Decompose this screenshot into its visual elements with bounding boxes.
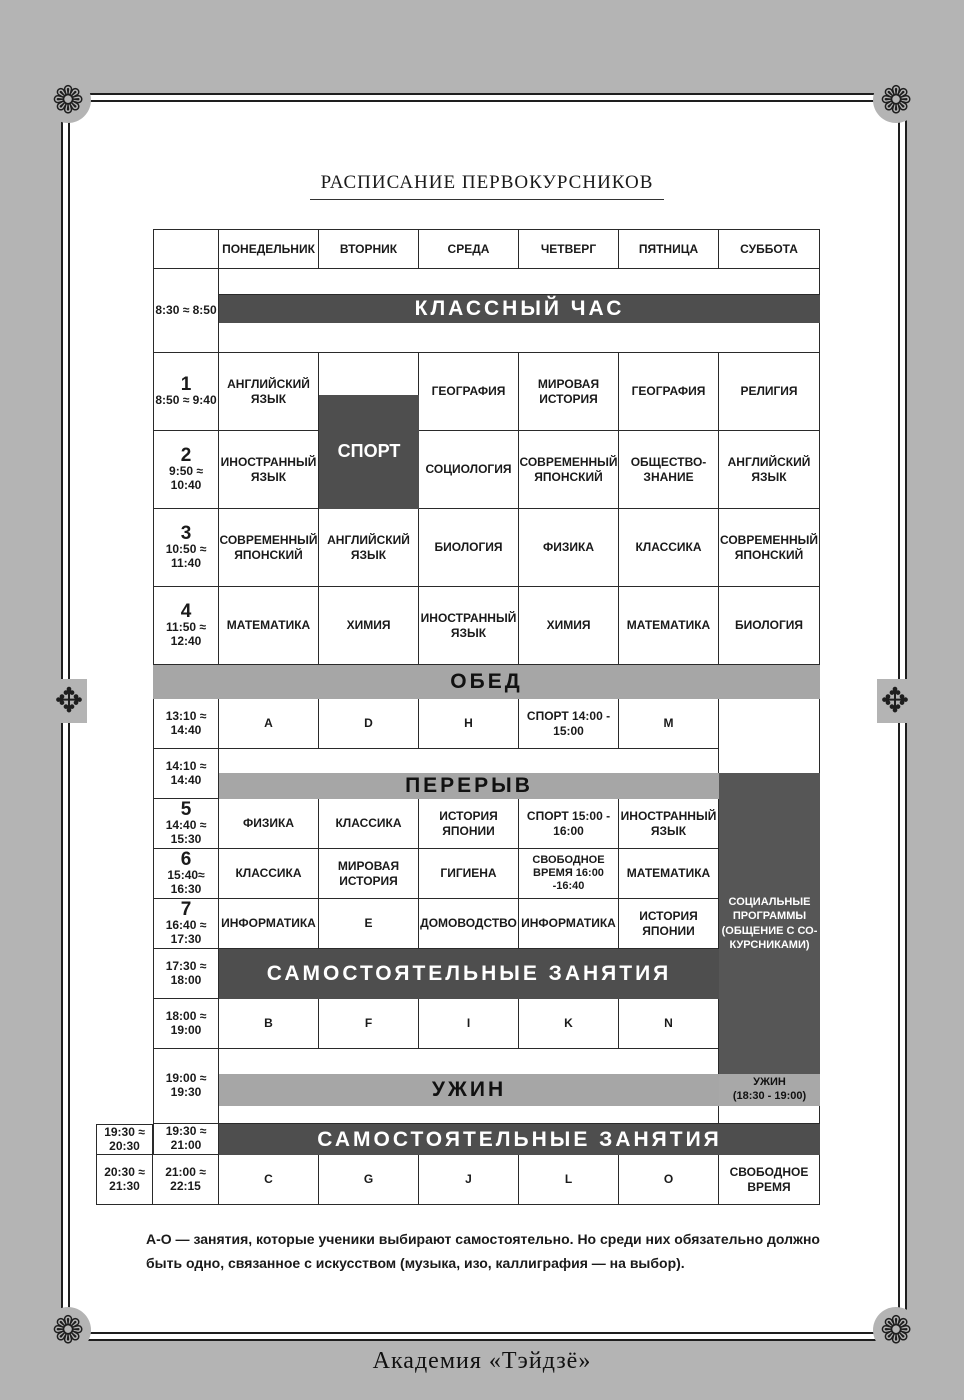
academy-name: Академия «Тэйдзё» — [372, 1348, 592, 1374]
homeroom-bottom-space — [219, 323, 820, 353]
footnote: A-O — занятия, которые ученики выбирают самостоятельно. Но среди них обязательно должно быть одно, связанное с искусством (музыка, изо, каллиграфия — на выбор). — [146, 1231, 820, 1271]
cell-afternoon-friday: M — [619, 699, 719, 749]
cell-p2-saturday: АНГЛИЙСКИЙ ЯЗЫК — [719, 431, 820, 509]
cell-p1-monday: АНГЛИЙСКИЙ ЯЗЫК — [219, 353, 319, 431]
supper-band: УЖИН — [219, 1074, 719, 1106]
cell-night-friday: O — [619, 1155, 719, 1205]
ornate-corner-icon: ❁ — [873, 77, 919, 123]
lunch-band: ОБЕД — [153, 665, 820, 699]
supper-top-space — [219, 1049, 719, 1074]
cell-p7-friday: ИСТОРИЯ ЯПОНИИ — [619, 899, 719, 949]
ornate-corner-icon: ❁ — [873, 1307, 919, 1353]
homeroom-top-space — [219, 269, 820, 295]
title-underline — [310, 199, 664, 200]
cell-p1-tuesday-top — [319, 353, 419, 395]
saturday-time-cell-self-study-2: 19:30 ≈ 20:30 — [96, 1124, 153, 1155]
day-header-friday: ПЯТНИЦА — [619, 229, 719, 269]
cell-p2-friday: ОБЩЕСТВО-ЗНАНИЕ — [619, 431, 719, 509]
cell-afternoon-thursday: СПОРТ 14:00 - 15:00 — [519, 699, 619, 749]
cell-night-monday: C — [219, 1155, 319, 1205]
cell-evening-friday: N — [619, 999, 719, 1049]
header-corner-cell — [153, 229, 219, 269]
cell-p1-friday: ГЕОГРАФИЯ — [619, 353, 719, 431]
cell-p6-wednesday: ГИГИЕНА — [419, 849, 519, 899]
cell-p4-saturday: БИОЛОГИЯ — [719, 587, 820, 665]
self-study-band-2: САМОСТОЯТЕЛЬНЫЕ ЗАНЯТИЯ — [219, 1124, 820, 1155]
cell-p7-tuesday: E — [319, 899, 419, 949]
cell-p1-wednesday: ГЕОГРАФИЯ — [419, 353, 519, 431]
cell-p6-friday: МАТЕМАТИКА — [619, 849, 719, 899]
day-header-wednesday: СРЕДА — [419, 229, 519, 269]
cell-p4-monday: МАТЕМАТИКА — [219, 587, 319, 665]
time-cell-homeroom: 8:30 ≈ 8:50 — [153, 269, 219, 353]
cell-p4-tuesday: ХИМИЯ — [319, 587, 419, 665]
time-cell-self-study-2: 19:30 ≈ 21:00 — [153, 1124, 219, 1155]
cell-p2-thursday: СОВРЕМЕННЫЙ ЯПОНСКИЙ — [519, 431, 619, 509]
cell-p5-tuesday: КЛАССИКА — [319, 799, 419, 849]
cell-evening-monday: B — [219, 999, 319, 1049]
cell-p2-wednesday: СОЦИОЛОГИЯ — [419, 431, 519, 509]
page-title: РАСПИСАНИЕ ПЕРВОКУРСНИКОВ — [320, 172, 654, 193]
schedule-table — [96, 229, 820, 1194]
ornate-side-icon: ✥ — [51, 679, 87, 723]
break-top-space — [219, 749, 719, 773]
cell-p3-friday: КЛАССИКА — [619, 509, 719, 587]
cell-p3-thursday: ФИЗИКА — [519, 509, 619, 587]
cell-p3-tuesday: АНГЛИЙСКИЙ ЯЗЫК — [319, 509, 419, 587]
time-cell-break: 14:10 ≈ 14:40 — [153, 749, 219, 799]
cell-p1-saturday: РЕЛИГИЯ — [719, 353, 820, 431]
saturday-time-cell-night: 20:30 ≈ 21:30 — [96, 1155, 153, 1205]
cell-afternoon-saturday — [719, 699, 820, 773]
time-cell-period-6: 6 15:40≈ 16:30 — [153, 849, 219, 899]
cell-p5-monday: ФИЗИКА — [219, 799, 319, 849]
cell-evening-wednesday: I — [419, 999, 519, 1049]
cell-evening-thursday: K — [519, 999, 619, 1049]
cell-p6-thursday: СВОБОДНОЕ ВРЕМЯ 16:00 -16:40 — [519, 849, 619, 899]
time-cell-period-4: 4 11:50 ≈ 12:40 — [153, 587, 219, 665]
time-cell-afternoon: 13:10 ≈ 14:40 — [153, 699, 219, 749]
cell-p5-wednesday: ИСТОРИЯ ЯПОНИИ — [419, 799, 519, 849]
cell-afternoon-tuesday: D — [319, 699, 419, 749]
cell-p4-thursday: ХИМИЯ — [519, 587, 619, 665]
time-cell-period-5: 5 14:40 ≈ 15:30 — [153, 799, 219, 849]
self-study-band-1: САМОСТОЯТЕЛЬНЫЕ ЗАНЯТИЯ — [219, 949, 719, 999]
cell-afternoon-wednesday: H — [419, 699, 519, 749]
cell-night-wednesday: J — [419, 1155, 519, 1205]
ornate-corner-icon: ❁ — [45, 77, 91, 123]
time-cell-period-7: 7 16:40 ≈ 17:30 — [153, 899, 219, 949]
cell-p6-monday: КЛАССИКА — [219, 849, 319, 899]
time-cell-period-1: 1 8:50 ≈ 9:40 — [153, 353, 219, 431]
cell-p1-thursday: МИРОВАЯ ИСТОРИЯ — [519, 353, 619, 431]
cell-p6-tuesday: МИРОВАЯ ИСТОРИЯ — [319, 849, 419, 899]
cell-evening-tuesday: F — [319, 999, 419, 1049]
cell-p5-thursday: СПОРТ 15:00 - 16:00 — [519, 799, 619, 849]
cell-night-thursday: L — [519, 1155, 619, 1205]
cell-afternoon-monday: A — [219, 699, 319, 749]
time-cell-self-study-1: 17:30 ≈ 18:00 — [153, 949, 219, 999]
supper-bottom-space — [219, 1106, 719, 1124]
cell-night-saturday: СВОБОДНОЕ ВРЕМЯ — [719, 1155, 820, 1205]
time-cell-period-3: 3 10:50 ≈ 11:40 — [153, 509, 219, 587]
time-cell-evening: 18:00 ≈ 19:00 — [153, 999, 219, 1049]
ornate-corner-icon: ❁ — [45, 1307, 91, 1353]
cell-p4-wednesday: ИНОСТРАННЫЙ ЯЗЫК — [419, 587, 519, 665]
time-cell-night: 21:00 ≈ 22:15 — [153, 1155, 219, 1205]
saturday-supper-box: УЖИН (18:30 - 19:00) — [719, 1074, 820, 1106]
sport-block-tuesday: СПОРТ — [319, 395, 419, 509]
time-cell-supper: 19:00 ≈ 19:30 — [153, 1049, 219, 1124]
saturday-supper-space — [719, 1106, 820, 1124]
cell-night-tuesday: G — [319, 1155, 419, 1205]
day-header-monday: ПОНЕДЕЛЬНИК — [219, 229, 319, 269]
ornate-side-icon: ✥ — [877, 679, 913, 723]
cell-p4-friday: МАТЕМАТИКА — [619, 587, 719, 665]
cell-p3-wednesday: БИОЛОГИЯ — [419, 509, 519, 587]
day-header-saturday: СУББОТА — [719, 229, 820, 269]
cell-p3-monday: СОВРЕМЕННЫЙ ЯПОНСКИЙ — [219, 509, 319, 587]
cell-p7-wednesday: ДОМОВОДСТВО — [419, 899, 519, 949]
homeroom-band: КЛАССНЫЙ ЧАС — [219, 295, 820, 323]
break-band: ПЕРЕРЫВ — [219, 773, 719, 799]
cell-p3-saturday: СОВРЕМЕННЫЙ ЯПОНСКИЙ — [719, 509, 820, 587]
day-header-thursday: ЧЕТВЕРГ — [519, 229, 619, 269]
social-programs-block: СОЦИАЛЬНЫЕ ПРОГРАММЫ (ОБЩЕНИЕ С СО-КУРСНИКАМИ) — [719, 773, 820, 1074]
cell-p7-monday: ИНФОРМАТИКА — [219, 899, 319, 949]
day-header-tuesday: ВТОРНИК — [319, 229, 419, 269]
time-cell-period-2: 2 9:50 ≈ 10:40 — [153, 431, 219, 509]
cell-p2-monday: ИНОСТРАННЫЙ ЯЗЫК — [219, 431, 319, 509]
cell-p7-thursday: ИНФОРМАТИКА — [519, 899, 619, 949]
cell-p5-friday: ИНОСТРАННЫЙ ЯЗЫК — [619, 799, 719, 849]
